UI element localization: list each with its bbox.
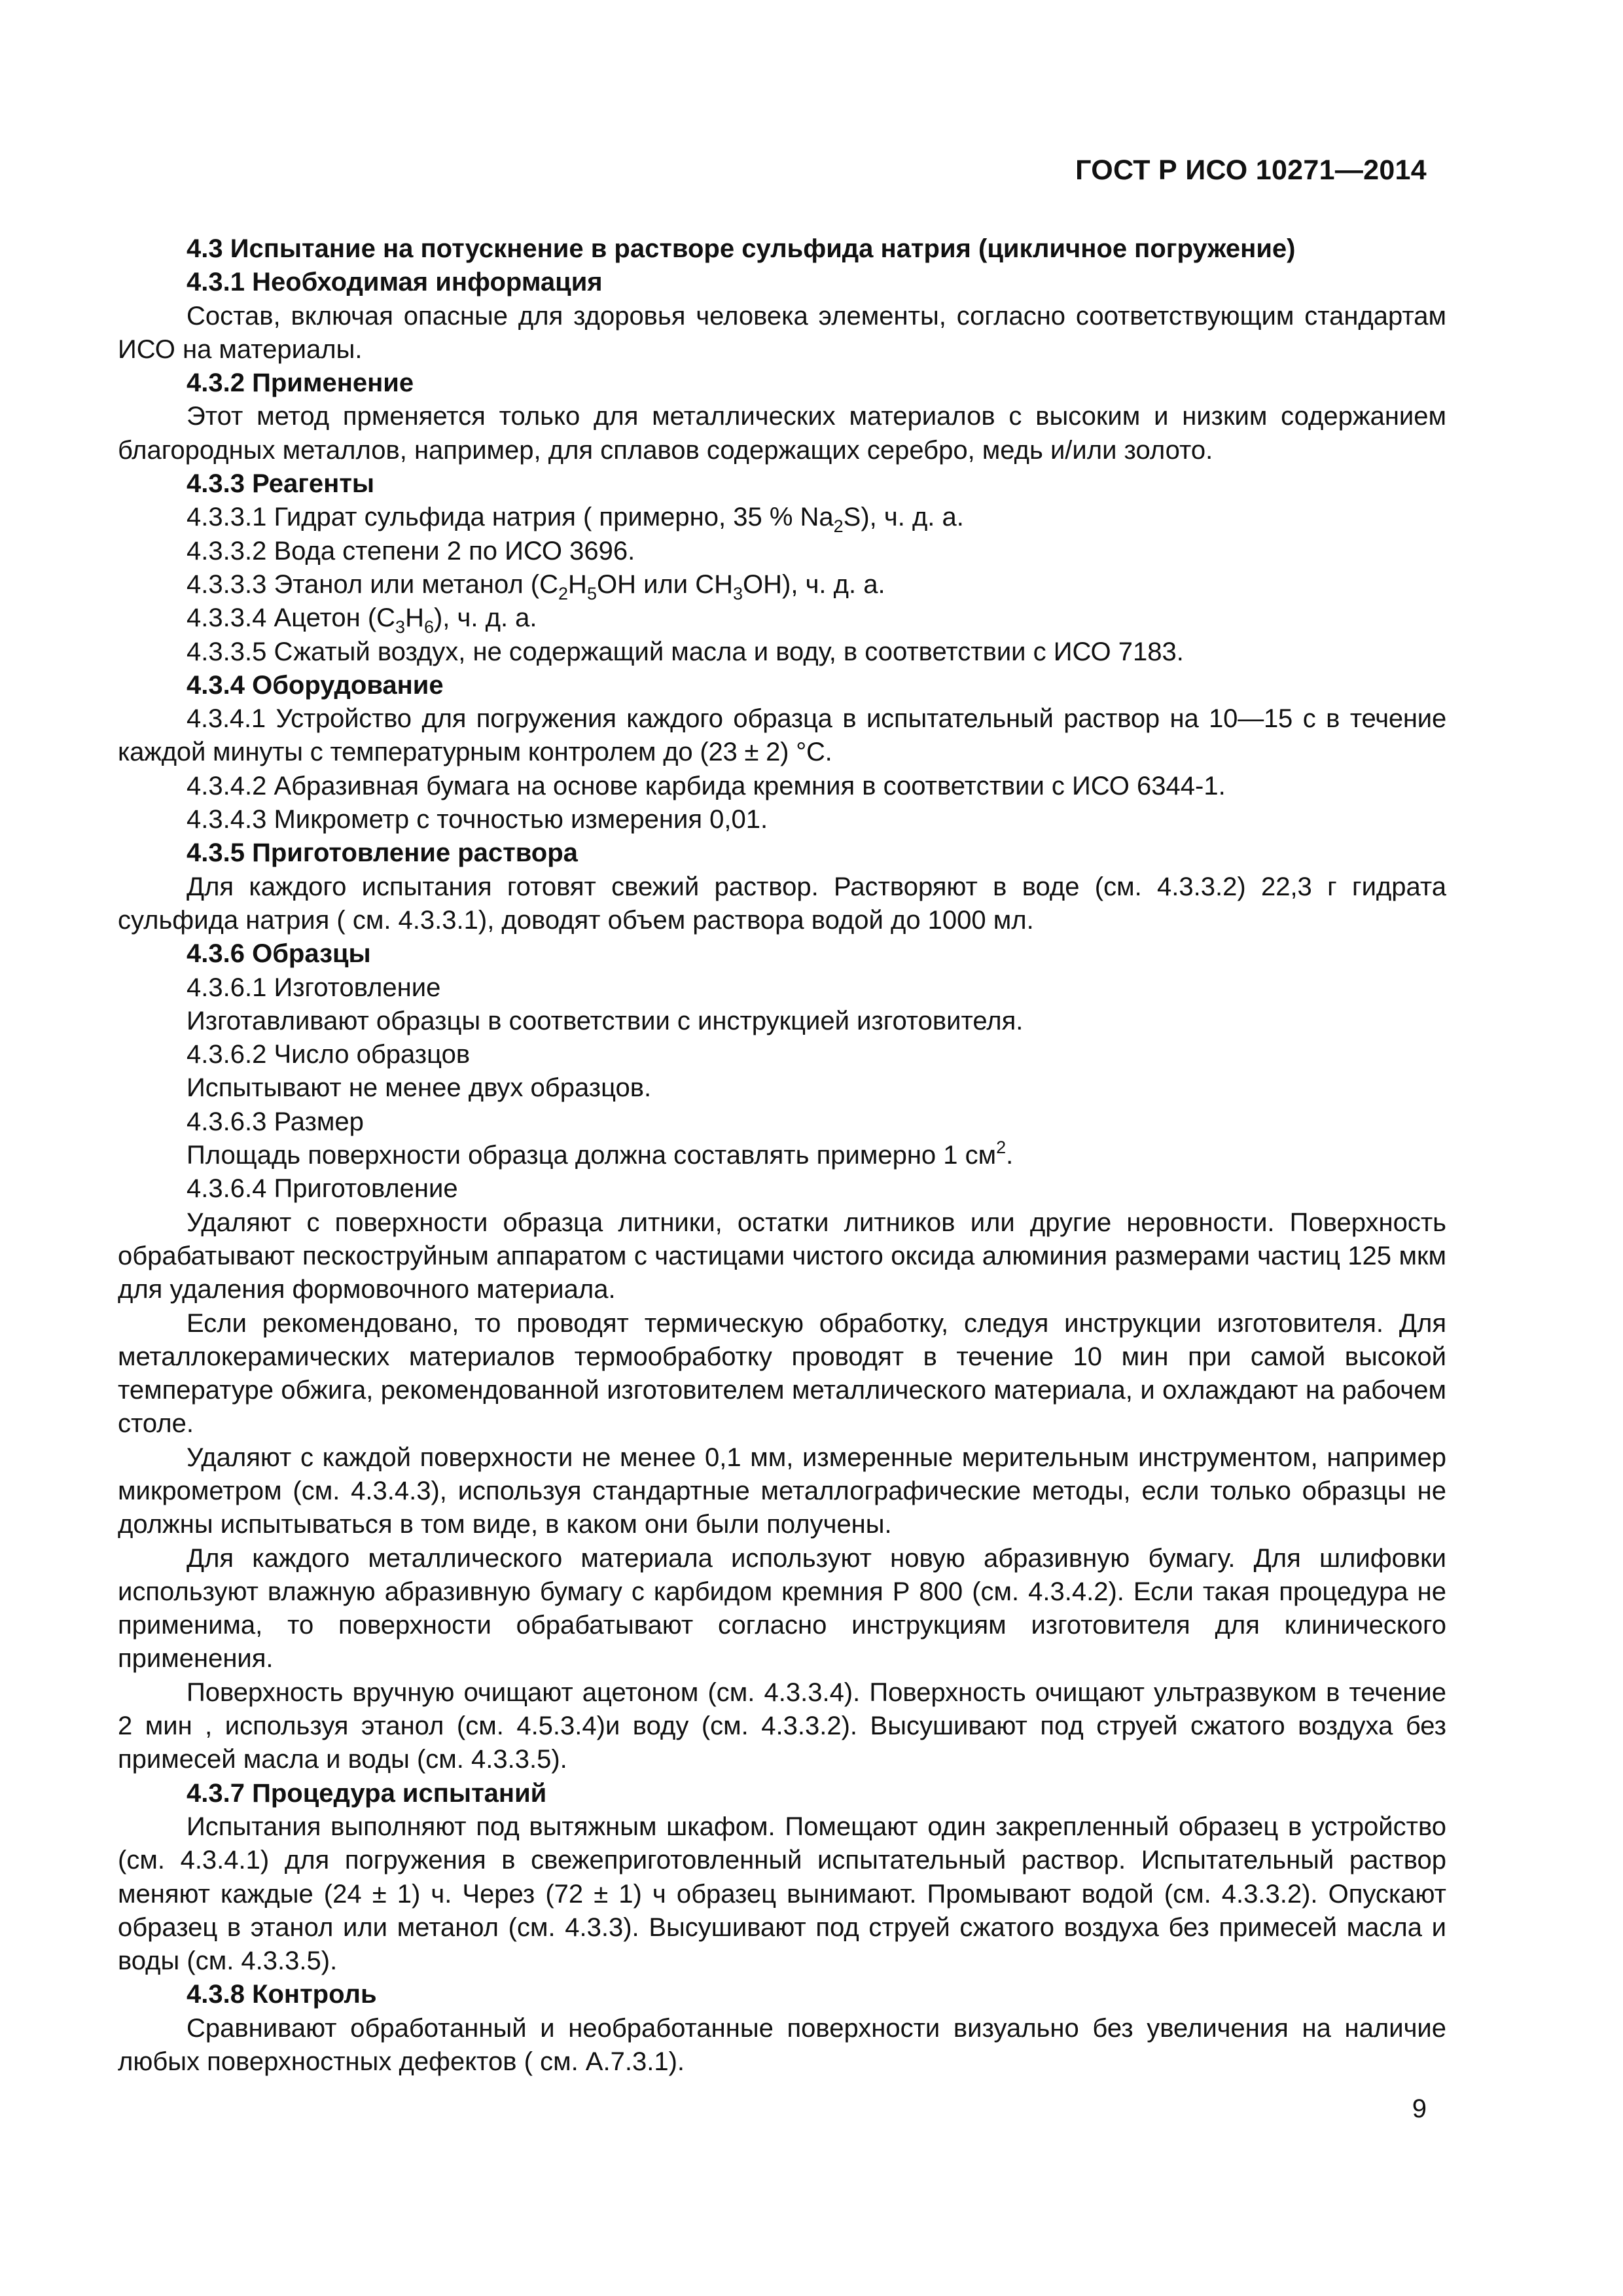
reagent-item-1: 4.3.3.1 Гидрат сульфида натрия ( примерно, 35 % $Na_2S$), ч. д. а.	[187, 503, 964, 537]
paragraph: Удаляют с поверхности образца литники, остатки литников или другие неровности. Поверхность обрабатывают пескоструйным аппаратом с частицами чистого оксида алюминия размерами частиц 125 мкм для удаления формовочного материала.	[118, 1208, 1446, 1304]
equipment-item-1: 4.3.4.1 Устройство для погружения каждого образца в испытательный раствор на 10—15 с в течение каждой минуты с температурным контролем до (23 ± 2) °С.	[118, 704, 1446, 767]
subsection-heading-4-3-6: 4.3.6 Образцы	[187, 939, 371, 969]
paragraph: Для каждого испытания готовят свежий раствор. Растворяют в воде (см. 4.3.3.2) 22,3 г гидрата сульфида натрия ( см. 4.3.3.1), доводят объем раствора водой до 1000 мл.	[118, 872, 1446, 935]
sub-item-heading: 4.3.6.3 Размер	[187, 1107, 364, 1136]
reagent-item-5: 4.3.3.5 Сжатый воздух, не содержащий масла и воду, в соответствии с ИСО 7183.	[187, 637, 1184, 666]
paragraph: Если рекомендовано, то проводят термическую обработку, следуя инструкции изготовителя. Для металлокерамических материалов термообработку проводят в течение 10 мин при самой высокой температуре обжига, рекомендованной изготовителем металлического материала, и охлаждают на рабочем столе.	[118, 1308, 1446, 1439]
sub-item-heading: 4.3.6.1 Изготовление	[187, 973, 441, 1002]
paragraph: Состав, включая опасные для здоровья человека элементы, согласно соответствующим стандартам ИСО на материалы.	[118, 301, 1446, 364]
paragraph: Сравнивают обработанный и необработанные поверхности визуально без увеличения на наличие любых поверхностных дефектов ( см. А.7.3.1).	[118, 2013, 1446, 2077]
paragraph: Изготавливают образцы в соответствии с инструкцией изготовителя.	[187, 1006, 1024, 1035]
document-body	[118, 232, 1446, 2079]
paragraph: Площадь поверхности образца должна составлять примерно 1 $см^2$.	[187, 1138, 1014, 1170]
sub-item-heading: 4.3.6.4 Приготовление	[187, 1174, 458, 1204]
subsection-heading-4-3-2: 4.3.2 Применение	[187, 368, 414, 398]
paragraph: Удаляют с каждой поверхности не менее 0,1 мм, измеренные мерительным инструментом, например микрометром (см. 4.3.4.3), используя стандартные металлографические методы, если только образцы не должны испытываться в том виде, в каком они были получены.	[118, 1443, 1446, 1539]
sub-item-heading: 4.3.6.2 Число образцов	[187, 1040, 471, 1069]
equipment-item-3: 4.3.4.3 Микрометр с точностью измерения 0,01.	[187, 805, 768, 834]
reagent-item-2: 4.3.3.2 Вода степени 2 по ИСО 3696.	[187, 536, 635, 565]
reagent-item-4: 4.3.3.4 Ацетон $(C_3H_6)$, ч. д. а.	[187, 603, 537, 637]
subsection-heading-4-3-3: 4.3.3 Реагенты	[187, 469, 375, 499]
reagent-item-3: 4.3.3.3 Этанол или метанол ($C_2H_5OH$ или $CH_3OH$), ч. д. а.	[187, 569, 885, 603]
equipment-item-2: 4.3.4.2 Абразивная бумага на основе карбида кремния в соответствии с ИСО 6344-1.	[187, 771, 1226, 800]
section-heading-4-3: 4.3 Испытание на потускнение в растворе сульфида натрия (цикличное погружение)	[187, 234, 1296, 263]
paragraph: Испытания выполняют под вытяжным шкафом. Помещают один закрепленный образец в устройство (см. 4.3.4.1) для погружения в свежеприготовленный испытательный раствор. Испытательный раствор меняют каждые (24 ± 1) ч. Через (72 ± 1) ч образец вынимают. Промывают водой (см. 4.3.3.2). Опускают образец в этанол или метанол (см. 4.3.3). Высушивают под струей сжатого воздуха без примесей масла и воды (см. 4.3.3.5).	[118, 1812, 1446, 1976]
paragraph: Этот метод прменяется только для металлических материалов с высоким и низким содержанием благородных металлов, например, для сплавов содержащих серебро, медь и/или золото.	[118, 402, 1446, 465]
document-header: ГОСТ Р ИСО 10271—2014	[1075, 154, 1427, 186]
paragraph: Поверхность вручную очищают ацетоном (см. 4.3.3.4). Поверхность очищают ультразвуком в течение 2 мин , используя этанол (см. 4.5.3.4)и воду (см. 4.3.3.2). Высушивают под струей сжатого воздуха без примесей масла и воды (см. 4.3.3.5).	[118, 1677, 1446, 1774]
paragraph: Испытывают не менее двух образцов.	[187, 1073, 652, 1103]
subsection-heading-4-3-5: 4.3.5 Приготовление раствора	[187, 838, 578, 868]
subsection-heading-4-3-8: 4.3.8 Контроль	[187, 1980, 377, 2009]
subsection-heading-4-3-4: 4.3.4 Оборудование	[187, 670, 444, 700]
page-number: 9	[1412, 2094, 1427, 2123]
subsection-heading-4-3-1: 4.3.1 Необходимая информация	[187, 268, 603, 297]
paragraph: Для каждого металлического материала используют новую абразивную бумагу. Для шлифовки используют влажную абразивную бумагу с карбидом кремния Р 800 (см. 4.3.4.2). Если такая процедура не применима, то поверхности обрабатывают согласно инструкциям изготовителя для клинического применения.	[118, 1543, 1446, 1674]
subsection-heading-4-3-7: 4.3.7 Процедура испытаний	[187, 1778, 547, 1808]
